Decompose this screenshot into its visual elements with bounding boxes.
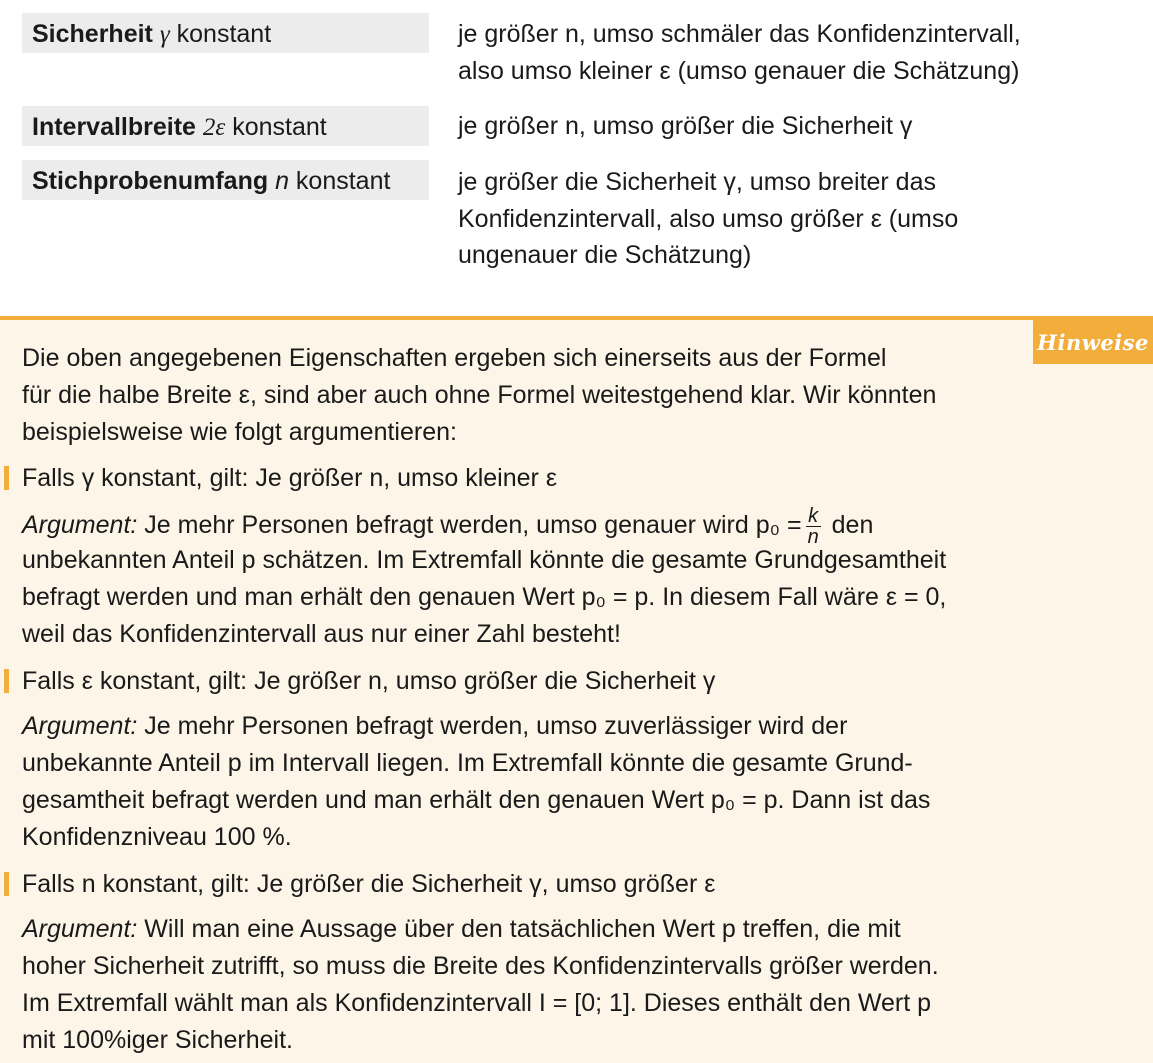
case1-heading: Falls γ konstant, gilt: Je größer n, umso kleiner ε — [22, 464, 557, 492]
case2-line: unbekannte Anteil p im Intervall liegen. Im Extremfall könnte die gesamte Grund- — [22, 749, 913, 777]
row-desc-line: je größer die Sicherheit γ, umso breiter das — [458, 168, 936, 196]
row-label-rest: konstant — [169, 20, 272, 48]
row-label-bold: Stichprobenumfang — [32, 167, 269, 195]
row-label-symbol: n — [275, 167, 289, 195]
case1-argument-line1 — [22, 506, 873, 547]
case1-line: befragt werden und man erhält den genauen Wert p₀ = p. In diesem Fall wäre ε = 0, — [22, 583, 947, 611]
row-desc-line: also umso kleiner ε (umso genauer die Schätzung) — [458, 56, 1020, 85]
argument-text: Will man eine Aussage über den tatsächlichen Wert p treffen, die mit — [137, 915, 901, 943]
case2-line: Konfidenzniveau 100 %. — [22, 823, 292, 851]
argument-label: Argument: — [22, 511, 138, 540]
row-desc-line: je größer n, umso schmäler das Konfidenzintervall, — [458, 20, 1021, 48]
argument-text: Je mehr Personen befragt werden, umso zuverlässiger wird der — [137, 712, 848, 740]
case1-line: weil das Konfidenzintervall aus nur einer Zahl besteht! — [22, 620, 621, 648]
row-desc-line: ungenauer die Schätzung) — [458, 241, 752, 269]
case1-line: unbekannten Anteil p schätzen. Im Extremfall könnte die gesamte Grundgesamtheit — [22, 546, 947, 574]
row-label-intervallbreite — [22, 106, 429, 146]
case3-line: hoher Sicherheit zutrifft, so muss die Breite des Konfidenzintervalls größer werden. — [22, 952, 939, 980]
hints-box — [0, 316, 1153, 1063]
row-desc-intervallbreite — [458, 108, 1138, 145]
row-label-rest: konstant — [288, 167, 391, 195]
row-label-rest: konstant — [225, 113, 327, 141]
case2-argument-line1 — [22, 708, 847, 745]
case3-heading: Falls n konstant, gilt: Je größer die Sicherheit γ, umso größer ε — [22, 870, 716, 898]
intro-line: beispielsweise wie folgt argumentieren: — [22, 418, 457, 446]
row-label-symbol: γ — [159, 21, 170, 48]
argument-label: Argument: — [22, 915, 138, 943]
case2-line: gesamtheit befragt werden und man erhält den genauen Wert p₀ = p. Dann ist das — [22, 786, 931, 814]
fraction-denominator: n — [807, 526, 819, 548]
case3-argument-line1 — [22, 911, 901, 948]
fraction-numerator: k — [806, 506, 821, 527]
row-desc-line: Konfidenzintervall, also umso größer ε (umso — [458, 204, 959, 233]
row-label-symbol: 2ε — [202, 114, 226, 141]
hints-tag: Hinweise — [1033, 320, 1153, 364]
case3-line: Im Extremfall wählt man als Konfidenzintervall I = [0; 1]. Dieses enthält den Wert p — [22, 989, 931, 1017]
case2-heading: Falls ε konstant, gilt: Je größer n, umso größer die Sicherheit γ — [22, 667, 716, 695]
row-label-sicherheit — [22, 13, 429, 53]
row-label-bold: Intervallbreite — [32, 113, 196, 141]
row-desc-sicherheit — [458, 16, 1138, 89]
case-marker-bar — [4, 872, 9, 896]
intro-line: Die oben angegebenen Eigenschaften ergeben sich einerseits aus der Formel — [22, 344, 887, 372]
row-desc-stichprobenumfang — [458, 164, 1138, 274]
fraction-k-over-n — [806, 506, 821, 547]
argument-text: Je mehr Personen befragt werden, umso genauer wird p₀ = — [137, 511, 802, 540]
row-label-bold: Sicherheit — [32, 20, 153, 48]
argument-text-end: den — [824, 511, 874, 540]
intro-line: für die halbe Breite ε, sind aber auch ohne Formel weitestgehend klar. Wir könnten — [22, 381, 937, 409]
row-desc-line: je größer n, umso größer die Sicherheit γ — [458, 112, 913, 140]
case3-line: mit 100%iger Sicherheit. — [22, 1026, 293, 1054]
argument-label: Argument: — [22, 712, 138, 740]
row-label-stichprobenumfang — [22, 160, 429, 200]
case-marker-bar — [4, 466, 9, 490]
case-marker-bar — [4, 669, 9, 693]
